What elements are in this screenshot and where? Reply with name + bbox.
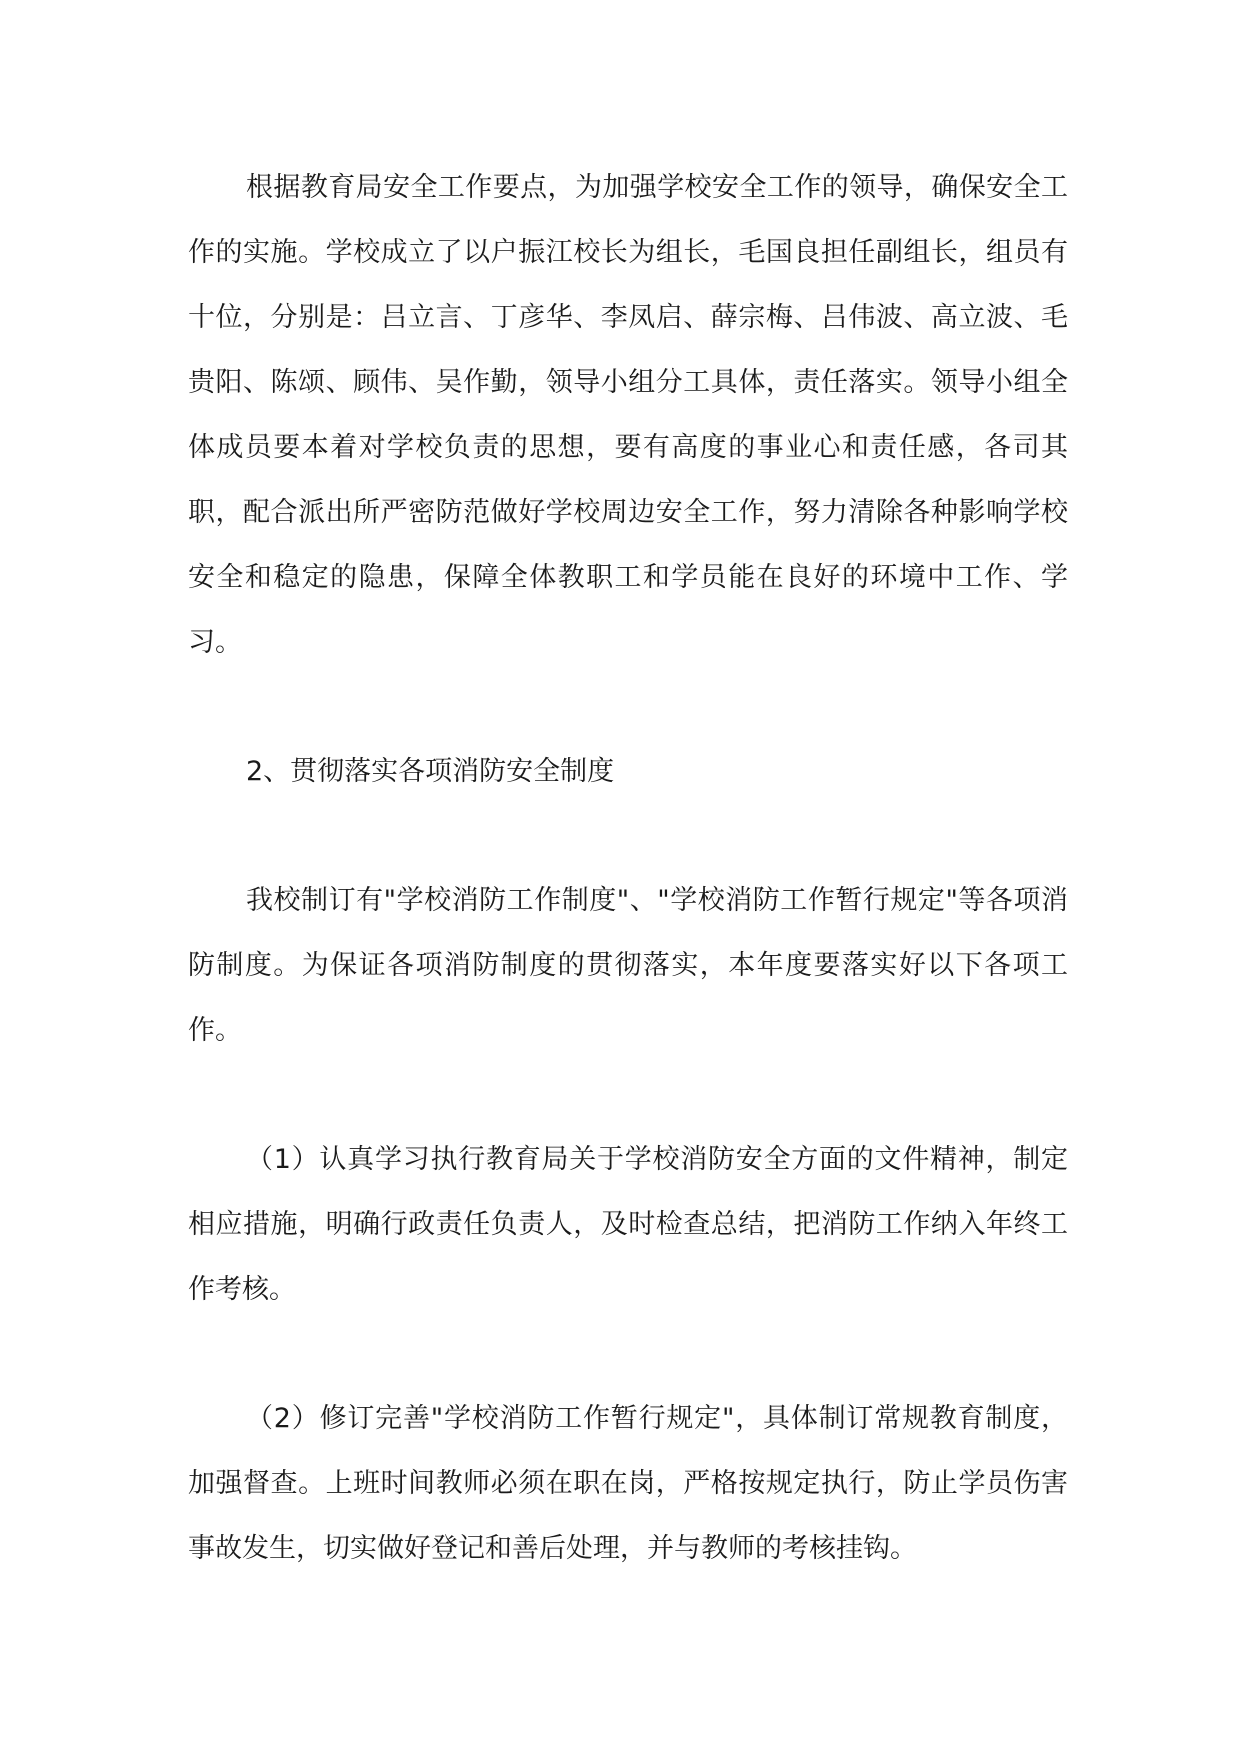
document-body (188, 155, 1068, 1581)
paragraph-fire-regulations: 我校制订有"学校消防工作制度"、"学校消防工作暂行规定"等各项消防制度。为保证各项消防制度的贯彻落实，本年度要落实好以下各项工作。 (188, 885, 1068, 1046)
paragraph-item-1: （1）认真学习执行教育局关于学校消防安全方面的文件精神，制定相应措施，明确行政责任负责人，及时检查总结，把消防工作纳入年终工作考核。 (188, 1144, 1068, 1305)
section-heading-fire-safety: 2、贯彻落实各项消防安全制度 (246, 756, 615, 787)
paragraph-safety-leadership: 根据教育局安全工作要点，为加强学校安全工作的领导，确保安全工作的实施。学校成立了以户振江校长为组长，毛国良担任副组长，组员有十位，分别是：吕立言、丁彦华、李凤启、薛宗梅、吕伟波、高立波、毛贵阳、陈颂、顾伟、吴作勤，领导小组分工具体，责任落实。领导小组全体成员要本着对学校负责的思想，要有高度的事业心和责任感，各司其职，配合派出所严密防范做好学校周边安全工作，努力清除各种影响学校安全和稳定的隐患，保障全体教职工和学员能在良好的环境中工作、学习。 (188, 172, 1068, 658)
paragraph-item-2: （2）修订完善"学校消防工作暂行规定"，具体制订常规教育制度，加强督查。上班时间教师必须在职在岗，严格按规定执行，防止学员伤害事故发生，切实做好登记和善后处理，并与教师的考核挂钩。 (188, 1403, 1068, 1564)
